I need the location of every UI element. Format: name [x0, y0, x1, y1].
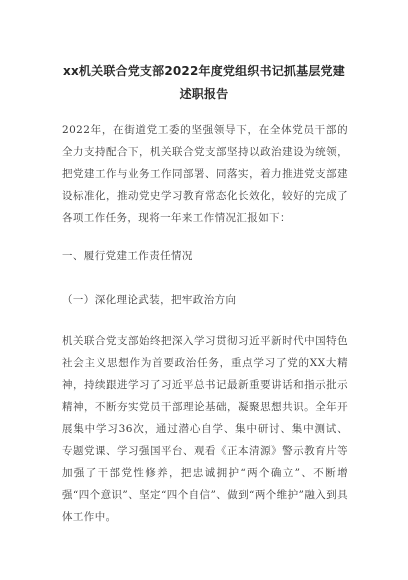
- section-heading: 一、履行党建工作责任情况: [62, 250, 193, 262]
- intro-paragraph: 2022年，在街道党工委的坚强领导下，在全体党员干部的全力支持配合下，机关联合党支部坚持以政治建设为统领，把党建工作与业务工作同部署、同落实，着力推进党支部建设标准化，推动党史学习教育常态化长效化，较好的完成了各项工作任务，现将一年来工作情况汇报如下：: [62, 124, 348, 224]
- subsection-heading: （一）深化理论武装，把牢政治方向: [62, 294, 237, 306]
- subsection-paragraph: 机关联合党支部始终把深入学习贯彻习近平新时代中国特色社会主义思想作为首要政治任务，重点学习了党的XX大精神，持续跟进学习了习近平总书记最新重要讲话和指示批示精神，不断夯实党员干部理论基础，凝聚思想共识。全年开展集中学习36次，通过潜心自学、集中研讨、集中测试、专题党课、学习强国平台、观看《正本清源》警示教育片等加强了干部党性修养，把忠诚拥护“两个确立”、不断增强“四个意识”、坚定“四个自信”、做到“两个维护”融入到具体工作中。: [62, 335, 348, 523]
- document-title: xx机关联合党支部2022年度党组织书记抓基层党建述职报告: [63, 64, 345, 101]
